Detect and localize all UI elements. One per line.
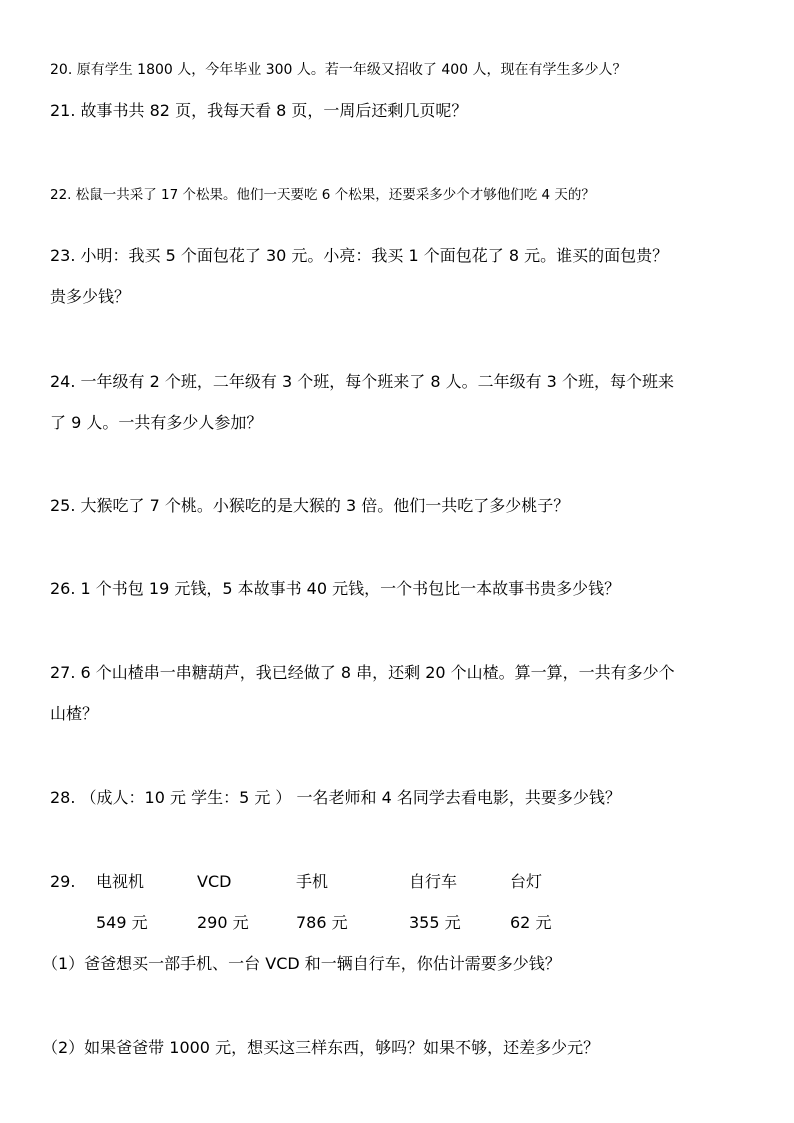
item-price-phone: 786 元 [296, 913, 348, 932]
question-24-line-1: 24. 一年级有 2 个班，二年级有 3 个班，每个班来了 8 人。二年级有 3 个班，每个班来 [50, 372, 674, 391]
question-20: 20. 原有学生 1800 人，今年毕业 300 人。若一年级又招收了 400 人，现在有学生多少人？ [50, 62, 627, 78]
item-price-lamp: 62 元 [510, 913, 552, 932]
item-price-tv: 549 元 [96, 913, 148, 932]
question-27-line-2: 山楂？ [50, 704, 99, 723]
item-name-lamp: 台灯 [510, 872, 543, 891]
question-26: 26. 1 个书包 19 元钱，5 本故事书 40 元钱，一个书包比一本故事书贵多少钱？ [50, 579, 621, 598]
question-21: 21. 故事书共 82 页，我每天看 8 页，一周后还剩几页呢？ [50, 101, 468, 120]
question-22: 22. 松鼠一共采了 17 个松果。他们一天要吃 6 个松果，还要采多少个才够他们吃 4 天的？ [50, 187, 595, 203]
item-price-vcd: 290 元 [197, 913, 249, 932]
item-name-bicycle: 自行车 [409, 872, 458, 891]
question-23-line-2: 贵多少钱？ [50, 287, 131, 306]
item-name-tv: 电视机 [96, 872, 145, 891]
question-29-sub-1: （1）爸爸想买一部手机、一台 VCD 和一辆自行车，你估计需要多少钱？ [42, 954, 561, 973]
question-29-sub-2: （2）如果爸爸带 1000 元，想买这三样东西，够吗？如果不够，还差多少元？ [42, 1038, 600, 1057]
question-24-line-2: 了 9 人。一共有多少人参加？ [50, 413, 263, 432]
item-name-vcd: VCD [197, 872, 232, 891]
question-27-line-1: 27. 6 个山楂串一串糖葫芦，我已经做了 8 串，还剩 20 个山楂。算一算，一共有多少个 [50, 663, 675, 682]
question-28: 28. （成人：10 元 学生：5 元 ） 一名老师和 4 名同学去看电影，共要多少钱？ [50, 788, 621, 807]
question-25: 25. 大猴吃了 7 个桃。小猴吃的是大猴的 3 倍。他们一共吃了多少桃子？ [50, 496, 570, 515]
item-price-bicycle: 355 元 [409, 913, 461, 932]
question-23-line-1: 23. 小明：我买 5 个面包花了 30 元。小亮：我买 1 个面包花了 8 元。谁买的面包贵？ [50, 246, 669, 265]
question-29-number: 29. [50, 872, 76, 891]
item-name-phone: 手机 [296, 872, 329, 891]
